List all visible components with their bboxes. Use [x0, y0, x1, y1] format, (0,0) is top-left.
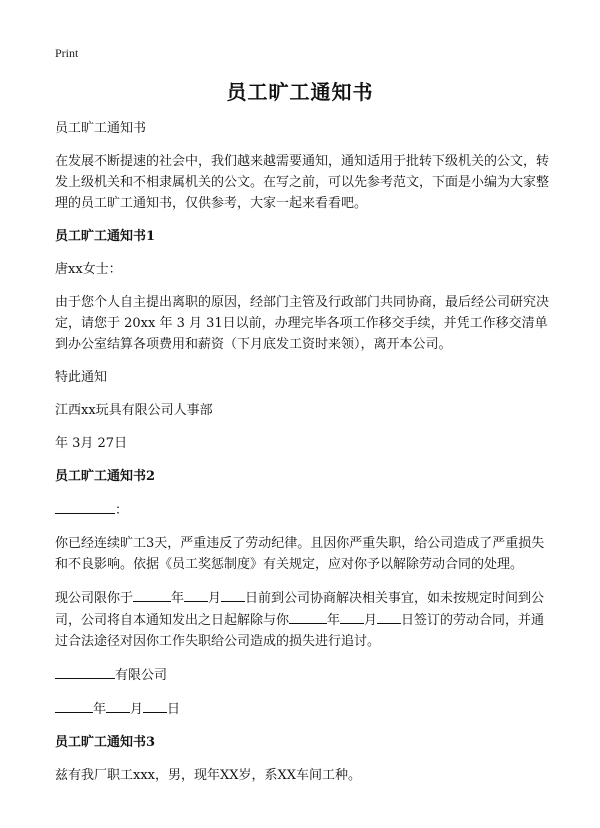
date-year-blank	[55, 698, 93, 713]
section-1-salutation: 唐xx女士：	[55, 262, 122, 277]
date-month-label: 月	[130, 702, 144, 717]
year-blank	[133, 587, 171, 602]
section-3-body: 兹有我厂职工xxx，男，现年XX岁，系XX车间工种。	[55, 768, 362, 783]
body2-text-1: 现公司限你于	[55, 591, 134, 606]
section-2-date	[55, 698, 555, 720]
print-label: Print	[55, 46, 79, 60]
section-3-heading: 员工旷工通知书3	[55, 735, 156, 750]
section-1-date: 年 3月 27日	[55, 436, 128, 451]
section-2-body-1: 你已经连续旷工3天，严重违反了劳动纪律。且因你严重失职，给公司造成了严重损失和不良影响。依据《员工奖惩制度》有关规定，应对你予以解除劳动合同的处理。	[55, 536, 545, 572]
section-2-company	[55, 664, 555, 686]
section-2-body-2	[55, 587, 555, 652]
section-2-heading: 员工旷工通知书2	[55, 469, 156, 484]
date-year-label: 年	[93, 702, 107, 717]
date-day-blank	[143, 698, 167, 713]
company-suffix: 有限公司	[115, 668, 168, 683]
contract-month-blank	[340, 609, 364, 624]
section-2-salutation	[55, 499, 555, 521]
subtitle: 员工旷工通知书	[55, 121, 147, 136]
body2-text-4: 日前到公司协商解决相关事宜，如未按规定时间到公司，公司将自本通知发出之日起解除与你	[55, 591, 545, 628]
recipient-blank	[55, 499, 115, 514]
company-name-blank	[55, 664, 115, 679]
contract-year-blank	[289, 609, 327, 624]
section-1-heading: 员工旷工通知书1	[55, 229, 156, 244]
body2-text-5: 年	[327, 613, 341, 628]
date-day-label: 日	[167, 702, 181, 717]
section-1-notice: 特此通知	[55, 370, 108, 385]
section-1-company: 江西xx玩具有限公司人事部	[55, 403, 213, 418]
salutation-colon: ：	[115, 503, 129, 518]
intro-paragraph: 在发展不断提速的社会中，我们越来越需要通知，通知适用于批转下级机关的公文，转发上级机关和不相隶属机关的公文。在写之前，可以先参考范文，下面是小编为大家整理的员工旷工通知书，仅供参考，大家一起来看看吧。	[55, 154, 550, 211]
contract-day-blank	[377, 609, 401, 624]
body2-text-7: 日签订的劳动合同，并通过合法途径对因你工作失职给公司造成的损失进行追讨。	[55, 613, 545, 649]
body2-text-3: 月	[208, 591, 222, 606]
document-title: 员工旷工通知书	[226, 80, 374, 104]
document-body	[55, 118, 555, 798]
date-month-blank	[106, 698, 130, 713]
body2-text-6: 月	[364, 613, 378, 628]
section-1-body: 由于您个人自主提出离职的原因，经部门主管及行政部门共同协商，最后经公司研究决定，请您于 20xx 年 3 月 31日以前，办理完毕各项工作移交手续，并凭工作移交清单到办公室结算各项费用和薪资（下月底发工资时来领），离开本公司。	[55, 295, 550, 352]
month-blank	[184, 587, 208, 602]
body2-text-2: 年	[171, 591, 185, 606]
day-blank	[221, 587, 245, 602]
